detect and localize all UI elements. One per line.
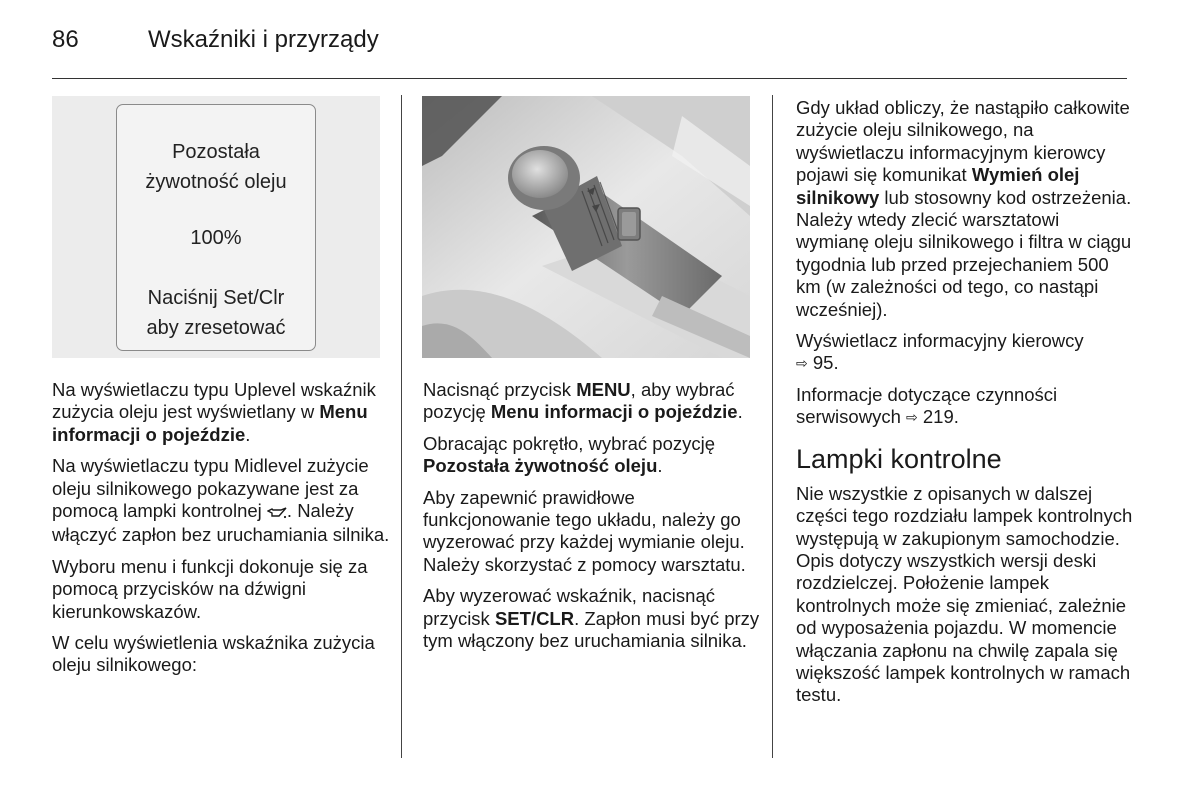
button-name: SET/CLR <box>494 607 575 629</box>
column-divider <box>401 95 402 758</box>
lever-illustration <box>422 96 750 358</box>
text: Obracając pokrętło, wybrać pozycję <box>423 432 716 454</box>
paragraph: Wyboru menu i funkcji dokonuje się za pomocą przycisków na dźwigni kierunkowskazów. <box>52 555 368 622</box>
menu-item-name: Pozostała żywotność oleju <box>423 455 658 477</box>
oil-can-icon <box>267 502 287 524</box>
paragraph: Nie wszystkie z opisanych w dalszej części tego rozdziału lampek kontrolnych występują w zakupionym samochodzie. Opis dotyczy wszystkich wersji deski rozdzielczej. Położenie lampek kontrolnych może się zmieniać, zależnie od wyposażenia pojazdu. W momencie włączania zapłonu na chwilę zapala się większość lampek kontrolnych w ramach testu. <box>796 482 1133 706</box>
text: Na wyświetlaczu typu Uplevel wskaźnik zużycia oleju jest wyświetlany w <box>52 379 376 423</box>
paragraph <box>423 585 763 652</box>
column-2 <box>423 379 763 661</box>
menu-name: Menu informacji o pojeździe <box>52 401 368 445</box>
turn-signal-lever-photo <box>422 96 750 358</box>
text: . Należy włączyć zapłon bez uruchamiania silnika. <box>52 500 390 546</box>
text: . Zapłon musi być przy tym włączony bez uruchamiania silnika. <box>423 607 760 652</box>
message-name: Wymień olej silnikowy <box>796 164 1080 208</box>
button-name: MENU <box>576 379 631 400</box>
page-reference-arrow-icon: ⇨ <box>906 409 918 426</box>
paragraph: Aby zapewnić prawidłowe funkcjonowanie tego układu, należy go wyzerować przy każdej wymianie oleju. Należy skorzystać z pomocy warsztatu. <box>423 486 746 575</box>
column-divider <box>772 95 773 758</box>
column-1 <box>52 379 392 686</box>
text: Wyświetlacz informacyjny kierowcy <box>796 330 1084 352</box>
text: Informacje dotyczące czynności serwisowych <box>796 383 1058 428</box>
paragraph <box>423 379 763 424</box>
page-reference[interactable]: 95. <box>812 352 839 374</box>
paragraph <box>52 455 392 547</box>
display-line: Naciśnij Set/Clr <box>147 287 285 309</box>
page-reference[interactable]: 219. <box>922 406 959 428</box>
page-number: 86 <box>52 26 79 53</box>
page-reference-arrow-icon: ⇨ <box>796 355 808 372</box>
section-heading: Lampki kontrolne <box>796 443 1002 474</box>
driver-info-display <box>116 104 316 351</box>
display-line: żywotność oleju <box>145 171 287 193</box>
text: Aby wyzerować wskaźnik, nacisnąć przycisk <box>423 585 715 629</box>
text: . <box>245 423 251 445</box>
paragraph <box>423 433 763 478</box>
oil-life-display-figure <box>52 96 380 358</box>
paragraph <box>796 97 1136 321</box>
paragraph: W celu wyświetlenia wskaźnika zużycia oleju silnikowego: <box>52 632 375 676</box>
menu-name: Menu informacji o pojeździe <box>490 401 738 423</box>
text: Gdy układ obliczy, że nastąpiło całkowite zużycie oleju silnikowego, na wyświetlaczu informacyjnym kierowcy pojawi się komunikat <box>796 97 1130 186</box>
text: , aby wybrać pozycję <box>423 379 735 423</box>
display-line: aby zresetować <box>146 317 286 339</box>
text: lub stosowny kod ostrzeżenia. Należy wtedy zlecić warsztatowi wymianę oleju silnikowego i filtra w ciągu tygodnia lub przed przejechaniem 500 km (w zależności od tego, co nastąpi wcześniej). <box>796 186 1132 320</box>
text: Nacisnąć przycisk <box>423 379 577 400</box>
display-line: Pozostała <box>172 141 260 163</box>
page-header <box>52 26 1127 79</box>
paragraph <box>796 330 1136 375</box>
page-title: Wskaźniki i przyrządy <box>148 26 379 53</box>
display-percent: 100% <box>190 227 242 249</box>
column-3 <box>796 97 1136 716</box>
text: Na wyświetlaczu typu Midlevel zużycie oleju silnikowego pokazywane jest za pomocą lampki kontrolnej <box>52 455 369 522</box>
text: . <box>737 401 743 423</box>
text: . <box>657 455 663 477</box>
paragraph <box>52 379 392 446</box>
paragraph <box>796 384 1136 429</box>
